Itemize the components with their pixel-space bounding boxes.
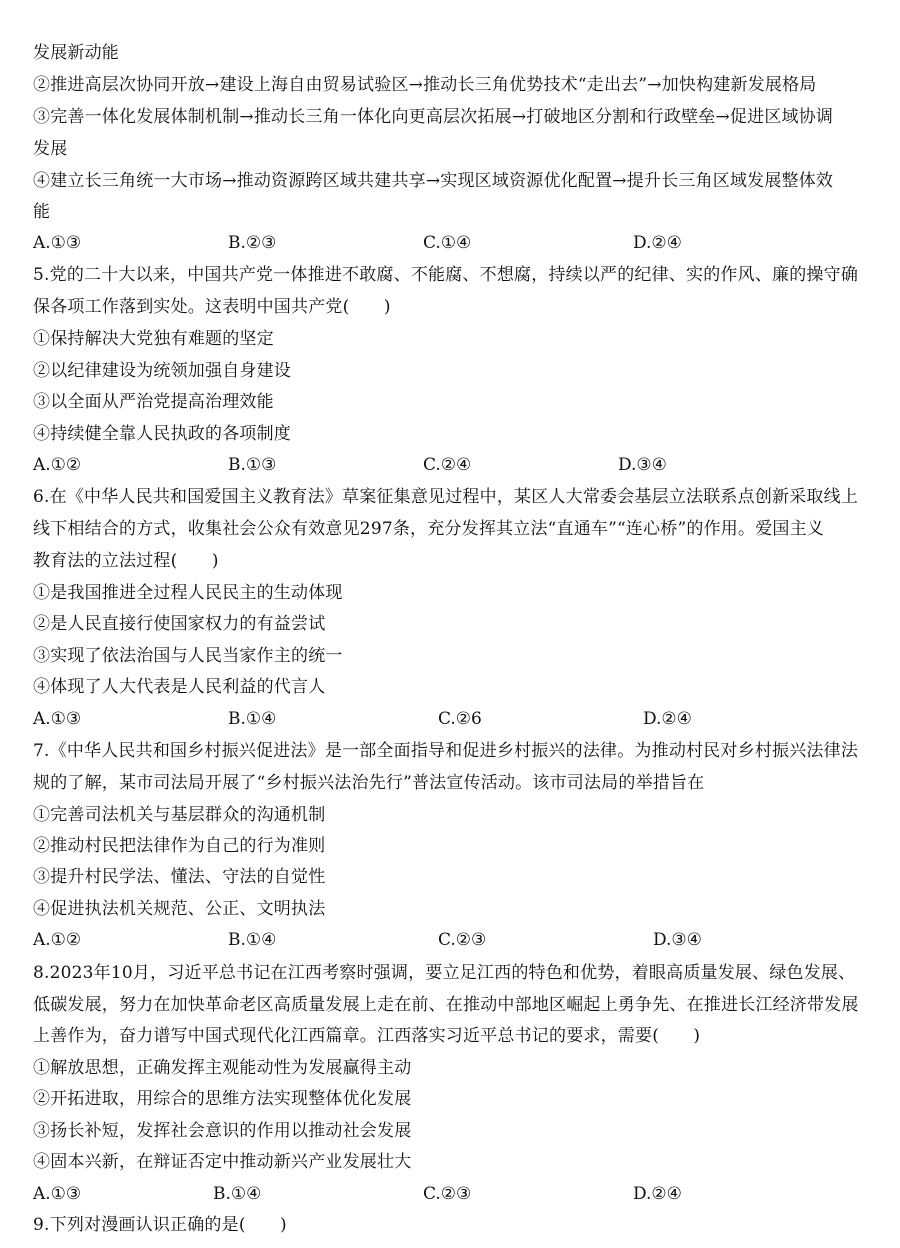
- q4-option-c: C.①④: [423, 233, 472, 253]
- q4-options: [33, 232, 883, 254]
- q4-line-1: 发展新动能: [33, 43, 119, 63]
- q6-item-1: ①是我国推进全过程人民民主的生动体现: [33, 583, 343, 603]
- q7-item-4: ④促进执法机关规范、公正、文明执法: [33, 899, 326, 919]
- q7-option-a: A.①②: [33, 930, 82, 950]
- q7-item-3: ③提升村民学法、懂法、守法的自觉性: [33, 867, 326, 887]
- q6-stem-line-2: 线下相结合的方式，收集社会公众有效意见297条，充分发挥其立法“直通车”“连心桥”的作用。爱国主义: [33, 519, 825, 539]
- q8-item-2: ②开拓进取，用综合的思维方法实现整体优化发展: [33, 1089, 412, 1109]
- q4-option-d: D.②④: [633, 233, 682, 253]
- q5-option-c: C.②④: [423, 455, 472, 475]
- q8-stem-line-1: 8.2023年10月，习近平总书记在江西考察时强调，要立足江西的特色和优势，着眼高质量发展、绿色发展、: [33, 963, 856, 983]
- q4-item-3: ③完善一体化发展体制机制→推动长三角一体化向更高层次拓展→打破地区分割和行政壁垒→促进区域协调: [33, 107, 834, 127]
- q8-option-c: C.②③: [423, 1184, 472, 1204]
- q6-option-c: C.②6: [438, 709, 482, 729]
- q5-option-b: B.①③: [228, 455, 277, 475]
- q6-stem-line-1: 6.在《中华人民共和国爱国主义教育法》草案征集意见过程中，某区人大常委会基层立法联系点创新采取线上: [33, 487, 859, 507]
- q5-item-4: ④持续健全靠人民执政的各项制度: [33, 424, 291, 444]
- q5-option-d: D.③④: [618, 455, 667, 475]
- q6-item-2: ②是人民直接行使国家权力的有益尝试: [33, 614, 326, 634]
- q4-option-b: B.②③: [228, 233, 277, 253]
- q9-stem-line-1: 9.下列对漫画认识正确的是( ): [33, 1215, 287, 1235]
- q7-item-1: ①完善司法机关与基层群众的沟通机制: [33, 805, 326, 825]
- q8-item-1: ①解放思想，正确发挥主观能动性为发展赢得主动: [33, 1058, 412, 1078]
- q5-options: [33, 454, 883, 476]
- q8-options: [33, 1183, 883, 1205]
- q5-stem-line-1: 5.党的二十大以来，中国共产党一体推进不敢腐、不能腐、不想腐，持续以严的纪律、实的作风、廉的操守确: [33, 265, 859, 285]
- q5-item-2: ②以纪律建设为统领加强自身建设: [33, 361, 291, 381]
- q8-item-3: ③扬长补短，发挥社会意识的作用以推动社会发展: [33, 1121, 412, 1141]
- q8-option-a: A.①③: [33, 1184, 82, 1204]
- q6-option-a: A.①③: [33, 709, 82, 729]
- q7-item-2: ②推动村民把法律作为自己的行为准则: [33, 836, 326, 856]
- q7-option-d: D.③④: [653, 930, 702, 950]
- q6-stem-line-3: 教育法的立法过程( ): [33, 551, 219, 571]
- q4-item-4: ④建立长三角统一大市场→推动资源跨区域共建共享→实现区域资源优化配置→提升长三角区域发展整体效: [33, 171, 834, 191]
- q4-item-2: ②推进高层次协同开放→建设上海自由贸易试验区→推动长三角优势技术“走出去”→加快构建新发展格局: [33, 75, 817, 95]
- q6-options: [33, 708, 883, 730]
- q8-stem-line-2: 低碳发展，努力在加快革命老区高质量发展上走在前、在推动中部地区崛起上勇争先、在推进长江经济带发展: [33, 995, 859, 1015]
- q6-item-4: ④体现了人大代表是人民利益的代言人: [33, 677, 326, 697]
- q8-item-4: ④固本兴新，在辩证否定中推动新兴产业发展壮大: [33, 1152, 412, 1172]
- q6-option-b: B.①④: [228, 709, 277, 729]
- q8-option-d: D.②④: [633, 1184, 682, 1204]
- q7-option-b: B.①④: [228, 930, 277, 950]
- q4-item-3-cont: 发展: [33, 139, 68, 159]
- q6-option-d: D.②④: [643, 709, 692, 729]
- q7-stem-line-1: 7.《中华人民共和国乡村振兴促进法》是一部全面指导和促进乡村振兴的法律。为推动村民对乡村振兴法律法: [33, 741, 859, 761]
- q8-option-b: B.①④: [213, 1184, 262, 1204]
- q5-stem-line-2: 保各项工作落到实处。这表明中国共产党( ): [33, 297, 391, 317]
- q5-option-a: A.①②: [33, 455, 82, 475]
- q4-option-a: A.①③: [33, 233, 82, 253]
- q7-options: [33, 929, 883, 951]
- q5-item-3: ③以全面从严治党提高治理效能: [33, 392, 274, 412]
- q8-stem-line-3: 上善作为，奋力谱写中国式现代化江西篇章。江西落实习近平总书记的要求，需要( ): [33, 1026, 701, 1046]
- q5-item-1: ①保持解决大党独有难题的坚定: [33, 329, 274, 349]
- q7-option-c: C.②③: [438, 930, 487, 950]
- q7-stem-line-2: 规的了解，某市司法局开展了“乡村振兴法治先行”普法宣传活动。该市司法局的举措旨在: [33, 773, 705, 793]
- q4-item-4-cont: 能: [33, 202, 51, 222]
- q6-item-3: ③实现了依法治国与人民当家作主的统一: [33, 646, 343, 666]
